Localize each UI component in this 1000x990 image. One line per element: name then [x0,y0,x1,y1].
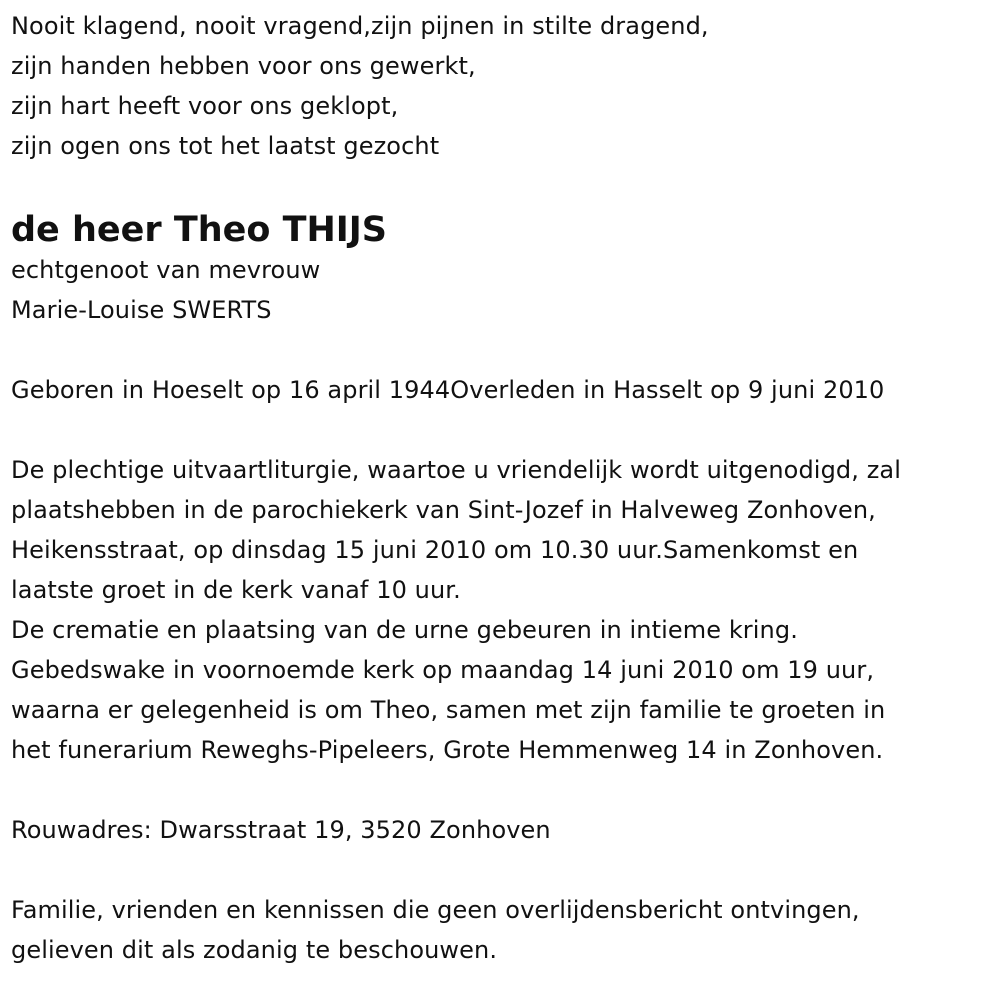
poem-line: zijn hart heeft voor ons geklopt, [11,92,399,120]
ceremony-line: waarna er gelegenheid is om Theo, samen met zijn familie te groeten in [11,696,886,724]
spouse-info [11,250,986,330]
obituary-notice [11,6,986,970]
ceremony-line: Heikensstraat, op dinsdag 15 juni 2010 om 10.30 uur.Samenkomst en [11,536,859,564]
spouse-line: echtgenoot van mevrouw [11,256,321,284]
deceased-name: de heer Theo THIJS [11,210,387,250]
closing-note [11,890,986,970]
ceremony-details [11,450,986,770]
poem-line: Nooit klagend, nooit vragend,zijn pijnen in stilte dragend, [11,12,709,40]
poem-line: zijn handen hebben voor ons gewerkt, [11,52,476,80]
spouse-line: Marie-Louise SWERTS [11,296,272,324]
ceremony-line: het funerarium Reweghs-Pipeleers, Grote Hemmenweg 14 in Zonhoven. [11,736,884,764]
spacer [11,770,986,810]
poem [11,6,986,166]
spacer [11,850,986,890]
mourning-address: Rouwadres: Dwarsstraat 19, 3520 Zonhoven [11,816,551,844]
ceremony-line: De plechtige uitvaartliturgie, waartoe u vriendelijk wordt uitgenodigd, zal [11,456,901,484]
ceremony-line: laatste groet in de kerk vanaf 10 uur. [11,576,461,604]
spacer [11,330,986,370]
spacer [11,166,986,206]
ceremony-line: De crematie en plaatsing van de urne gebeuren in intieme kring. [11,616,798,644]
closing-line: Familie, vrienden en kennissen die geen overlijdensbericht ontvingen, [11,896,860,924]
poem-line: zijn ogen ons tot het laatst gezocht [11,132,440,160]
birth-death-dates: Geboren in Hoeselt op 16 april 1944Overleden in Hasselt op 9 juni 2010 [11,376,885,404]
ceremony-line: Gebedswake in voornoemde kerk op maandag 14 juni 2010 om 19 uur, [11,656,875,684]
closing-line: gelieven dit als zodanig te beschouwen. [11,936,498,964]
ceremony-line: plaatshebben in de parochiekerk van Sint-Jozef in Halveweg Zonhoven, [11,496,876,524]
spacer [11,410,986,450]
